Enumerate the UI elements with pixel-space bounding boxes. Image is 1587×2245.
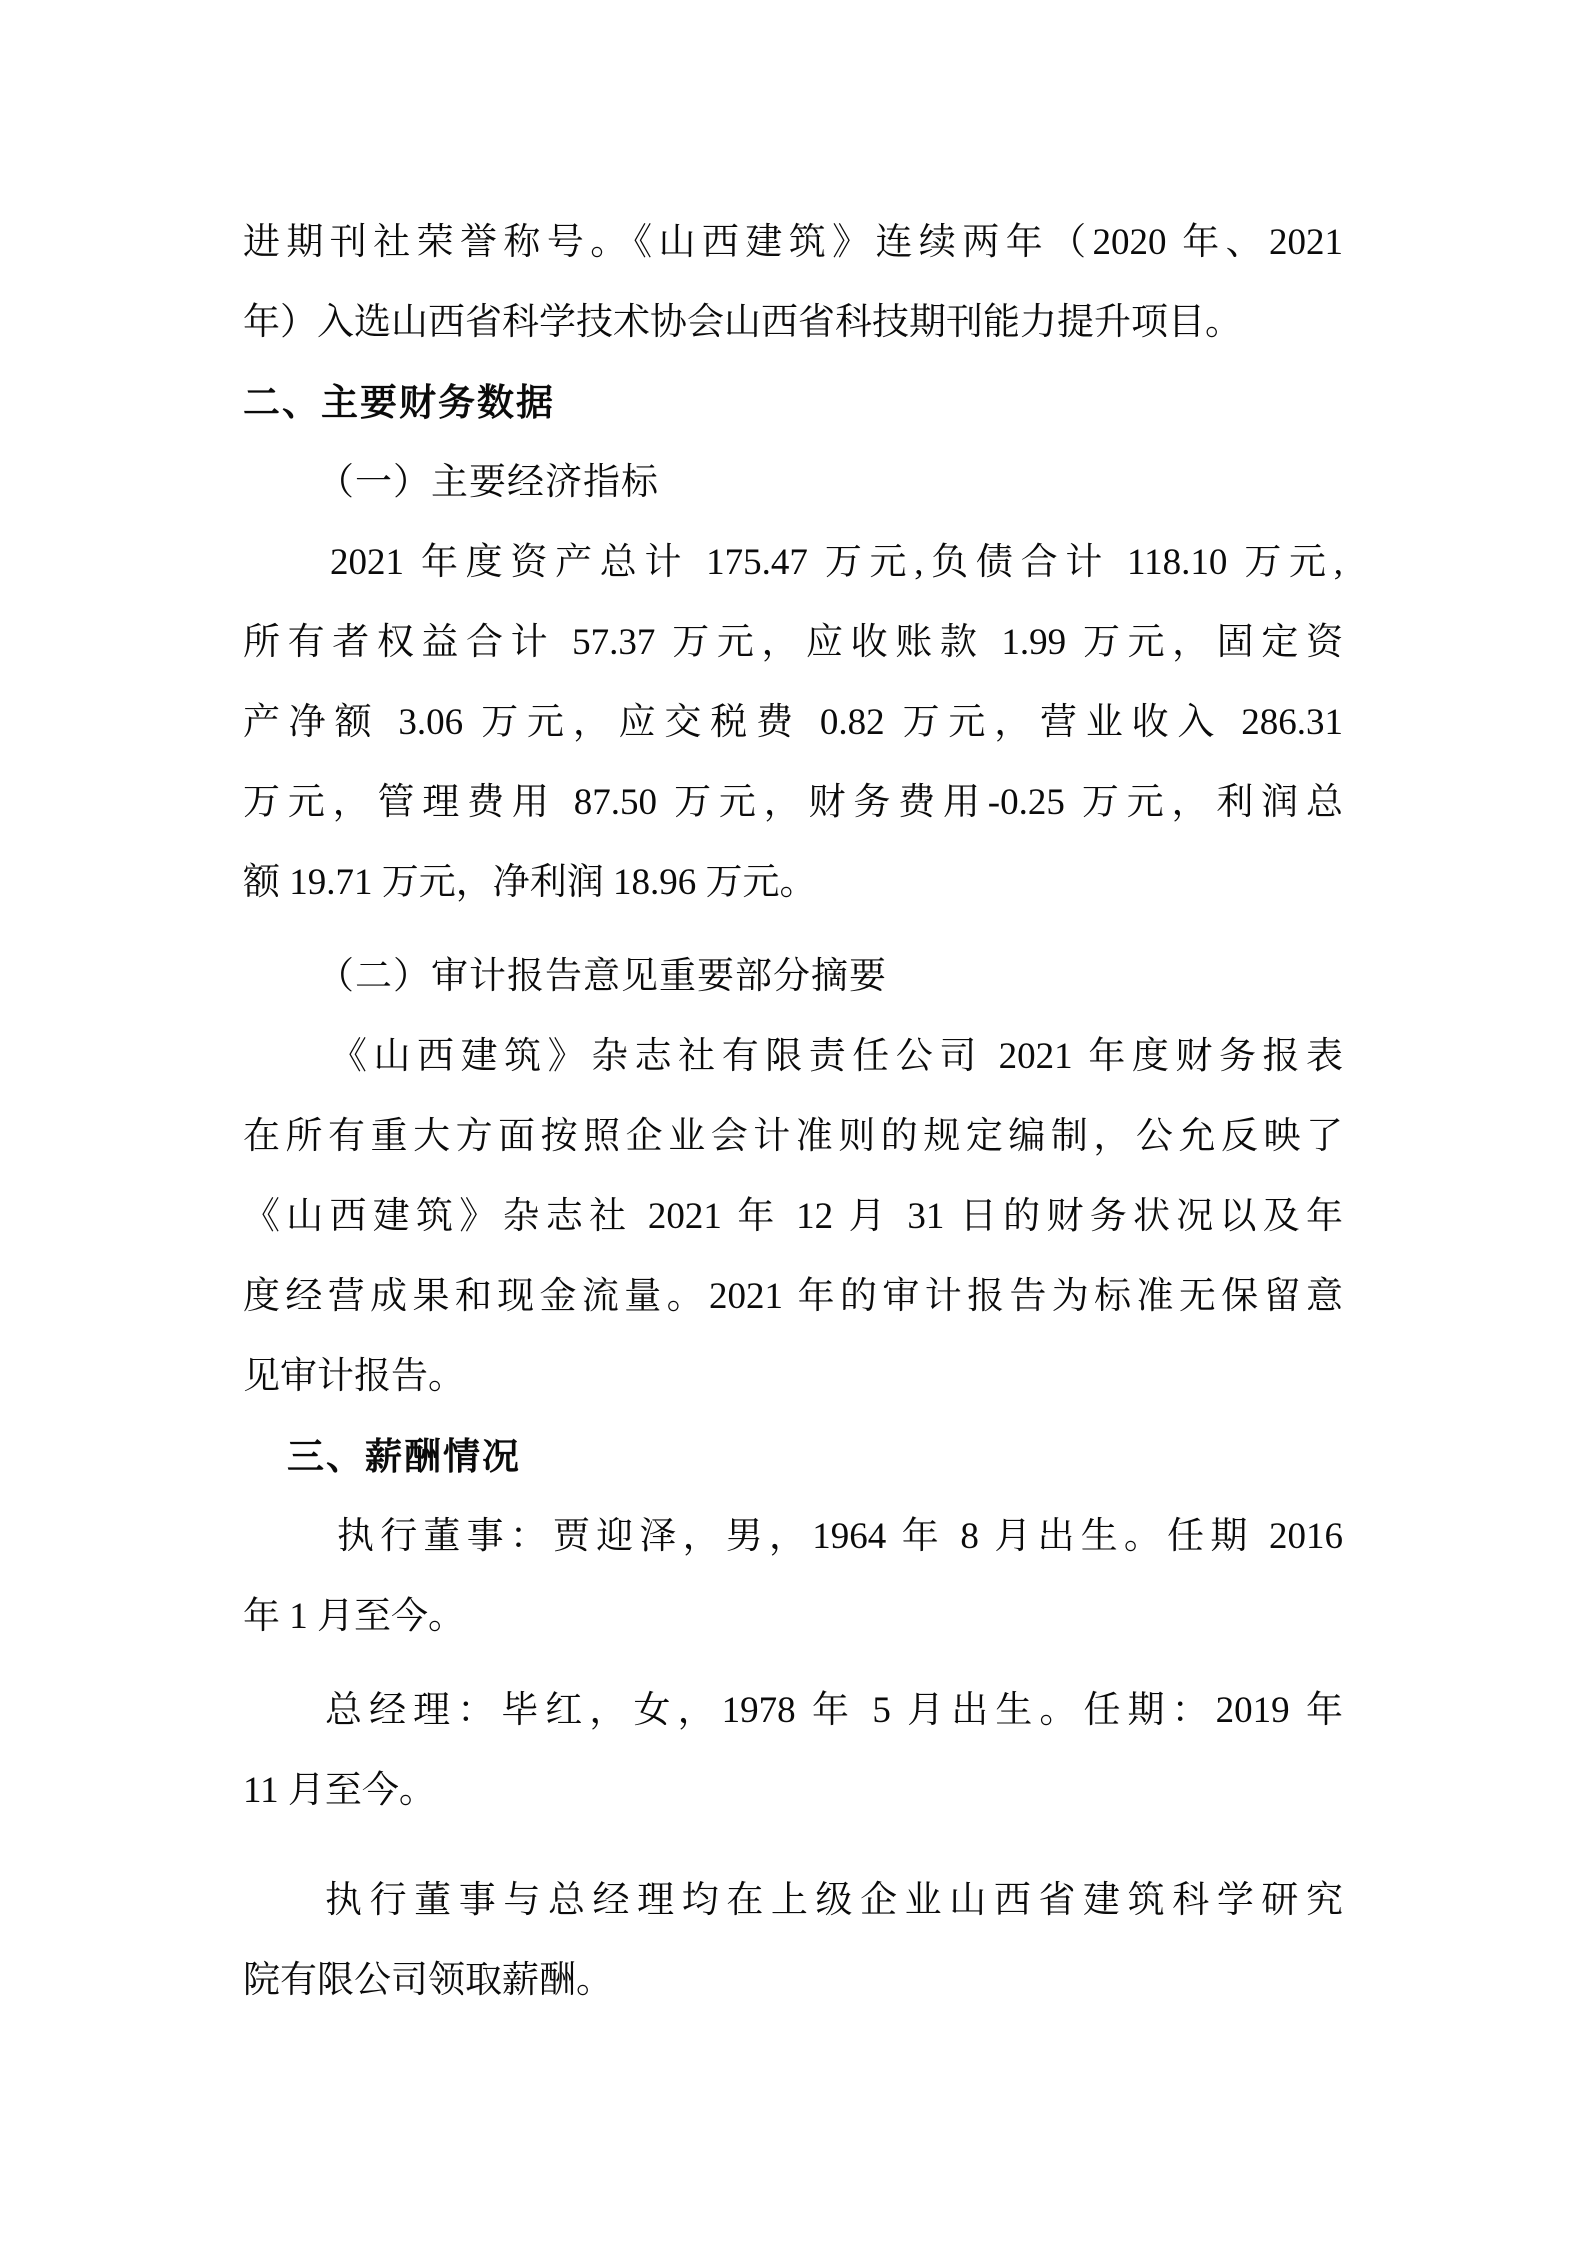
paragraph-audit-opinion-line-5: 见审计报告。 <box>243 1356 465 1397</box>
subheading-2-1-main-economic-indicators <box>243 443 1343 523</box>
paragraph-salary-source <box>243 1861 1343 2021</box>
paragraph-general-manager-line-2: 11 月至今。 <box>243 1770 436 1811</box>
paragraph-salary-source-line-2: 院有限公司领取薪酬。 <box>243 1960 613 2001</box>
paragraph-audit-opinion-line-2: 在所有重大方面按照企业会计准则的规定编制，公允反映了 <box>243 1116 1343 1157</box>
subheading-2-2-audit-report-summary <box>243 937 1343 1017</box>
subheading-2-2-audit-report-summary-line-1: （二）审计报告意见重要部分摘要 <box>317 956 887 997</box>
paragraph-economic-indicators-line-3: 产净额 3.06 万元，应交税费 0.82 万元，营业收入 286.31 <box>243 702 1343 743</box>
paragraph-general-manager <box>243 1671 1343 1831</box>
paragraph-audit-opinion-line-1: 《山西建筑》杂志社有限责任公司 2021 年度财务报表 <box>330 1036 1343 1077</box>
paragraph-journal-honors-continuation-line-1: 进期刊社荣誉称号。《山西建筑》连续两年（2020 年、2021 <box>243 222 1343 263</box>
paragraph-executive-director <box>243 1497 1343 1657</box>
heading-section-3-salary-situation-line-1: 三、薪酬情况 <box>287 1436 521 1477</box>
paragraph-economic-indicators-line-2: 所有者权益合计 57.37 万元，应收账款 1.99 万元，固定资 <box>243 622 1343 663</box>
paragraph-audit-opinion-line-3: 《山西建筑》杂志社 2021 年 12 月 31 日的财务状况以及年 <box>243 1196 1343 1237</box>
heading-section-2-main-financial-data-line-1: 二、主要财务数据 <box>243 382 555 423</box>
document-body <box>243 203 1343 2021</box>
paragraph-audit-opinion-line-4: 度经营成果和现金流量。2021 年的审计报告为标准无保留意 <box>243 1276 1343 1317</box>
heading-section-3-salary-situation <box>243 1417 1343 1497</box>
paragraph-executive-director-line-1: 执行董事：贾迎泽，男，1964 年 8 月出生。任期 2016 <box>337 1516 1343 1557</box>
paragraph-economic-indicators <box>243 523 1343 923</box>
paragraph-audit-opinion <box>243 1017 1343 1417</box>
paragraph-economic-indicators-line-5: 额 19.71 万元，净利润 18.96 万元。 <box>243 862 817 903</box>
paragraph-journal-honors-continuation <box>243 203 1343 363</box>
paragraph-journal-honors-continuation-line-2: 年）入选山西省科学技术协会山西省科技期刊能力提升项目。 <box>243 302 1242 343</box>
paragraph-executive-director-line-2: 年 1 月至今。 <box>243 1596 465 1637</box>
subheading-2-1-main-economic-indicators-line-1: （一）主要经济指标 <box>317 462 659 503</box>
paragraph-general-manager-line-1: 总经理：毕红，女，1978 年 5 月出生。任期：2019 年 <box>325 1690 1343 1731</box>
heading-section-2-main-financial-data <box>243 363 1343 443</box>
paragraph-economic-indicators-line-1: 2021 年度资产总计 175.47 万元,负债合计 118.10 万元, <box>330 542 1343 583</box>
paragraph-economic-indicators-line-4: 万元，管理费用 87.50 万元，财务费用-0.25 万元，利润总 <box>243 782 1343 823</box>
paragraph-salary-source-line-1: 执行董事与总经理均在上级企业山西省建筑科学研究 <box>325 1880 1343 1921</box>
